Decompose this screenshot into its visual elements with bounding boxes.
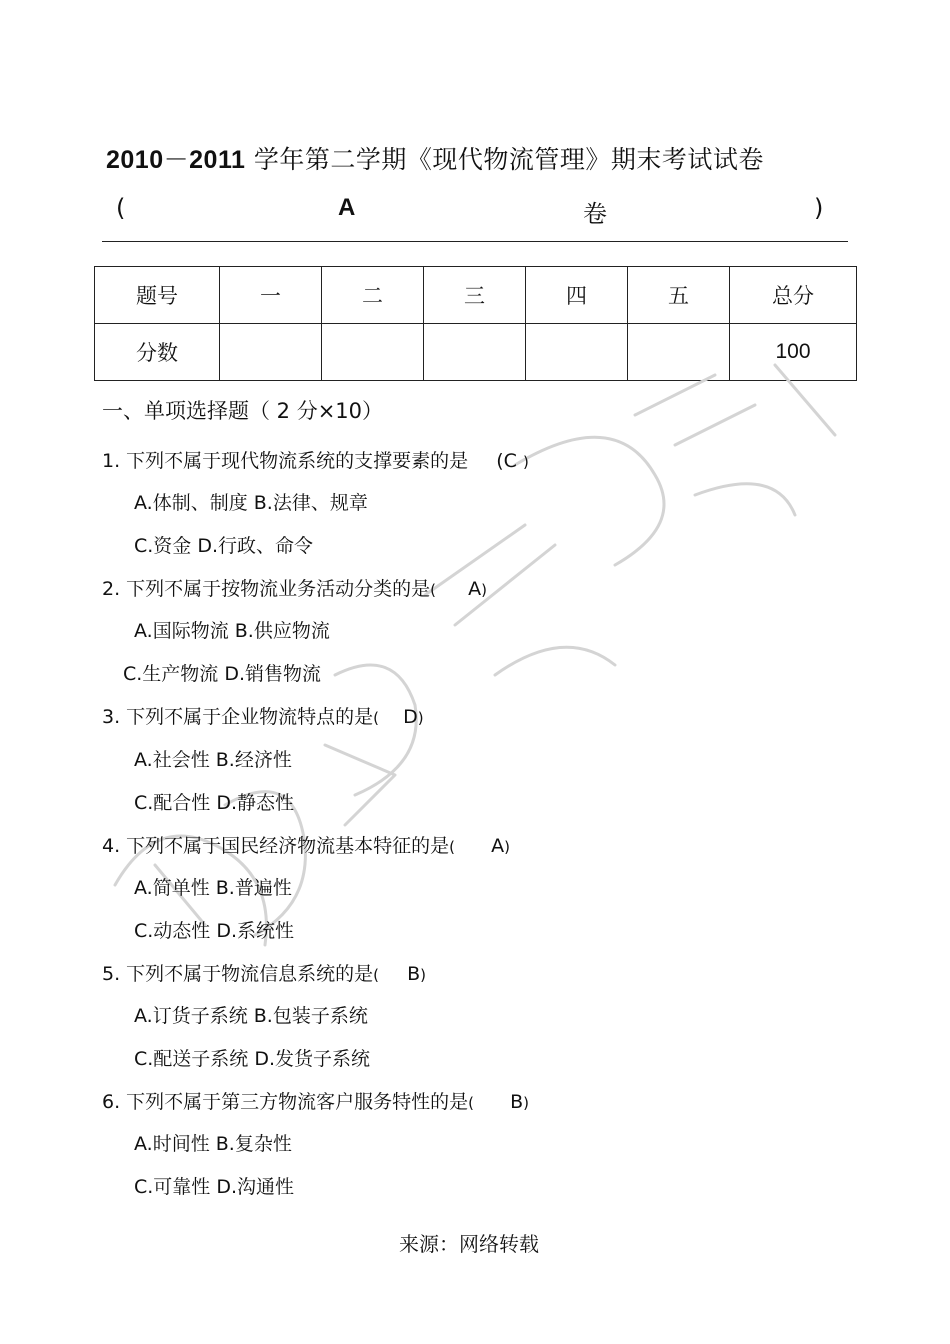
question-answer: B xyxy=(407,963,421,985)
score-row-label: 分数 xyxy=(95,324,220,381)
question-5-option-line-2: C.配送子系统 D.发货子系统 xyxy=(134,1048,371,1070)
subtitle-paren-open: ( xyxy=(116,194,126,222)
answer-paren-close: ) xyxy=(522,453,529,471)
question-4-option-line-2: C.动态性 D.系统性 xyxy=(134,920,295,942)
section-1-title: 一、单项选择题（ 2 分×10） xyxy=(102,399,384,423)
subtitle-paren-close: ) xyxy=(814,194,824,222)
title-dash: － xyxy=(163,145,190,174)
question-stem: 1. 下列不属于现代物流系统的支撑要素的是 xyxy=(102,450,469,472)
question-answer: A xyxy=(468,578,482,600)
title-text: 学年第二学期《现代物流管理》期末考试试卷 xyxy=(245,145,764,174)
title-divider xyxy=(102,241,848,242)
header-cell: 题号 xyxy=(95,267,220,324)
header-cell: 五 xyxy=(628,267,730,324)
title-year-end: 2011 xyxy=(189,146,246,174)
answer-paren-close: ) xyxy=(420,966,426,984)
question-stem: 5. 下列不属于物流信息系统的是 xyxy=(102,963,374,985)
question-6-option-line-1: A.时间性 B.复杂性 xyxy=(134,1133,292,1155)
header-cell: 二 xyxy=(322,267,424,324)
question-2-option-line-1: A.国际物流 B.供应物流 xyxy=(134,620,330,642)
watermark-graphic xyxy=(95,345,855,965)
header-cell: 总分 xyxy=(730,267,857,324)
question-2-option-line-2: C.生产物流 D.销售物流 xyxy=(123,663,322,685)
question-1-option-line-1: A.体制、制度 B.法律、规章 xyxy=(134,492,368,514)
question-5 xyxy=(102,959,426,986)
question-answer: B xyxy=(510,1091,524,1113)
answer-paren-close: ) xyxy=(523,1094,529,1112)
question-6 xyxy=(102,1087,529,1114)
score-cell xyxy=(424,324,526,381)
question-answer: D xyxy=(403,706,418,728)
answer-paren-open: ( xyxy=(430,581,437,599)
question-4-option-line-1: A.简单性 B.普遍性 xyxy=(134,877,292,899)
answer-paren-open: ( xyxy=(449,838,456,856)
question-3 xyxy=(102,702,424,729)
question-5-option-line-1: A.订货子系统 B.包装子系统 xyxy=(134,1005,368,1027)
score-table xyxy=(94,266,857,381)
answer-paren-close: ) xyxy=(504,838,510,856)
answer-paren-open: ( xyxy=(373,966,380,984)
header-cell: 一 xyxy=(220,267,322,324)
title-year-start: 2010 xyxy=(106,146,164,174)
total-score-cell: 100 xyxy=(730,324,857,381)
score-cell xyxy=(628,324,730,381)
answer-paren-close: ) xyxy=(417,709,424,727)
subtitle-paper-letter: A xyxy=(338,194,356,221)
score-table-header-row xyxy=(95,267,857,324)
question-4 xyxy=(102,831,510,858)
question-stem: 6. 下列不属于第三方物流客户服务特性的是 xyxy=(102,1091,469,1113)
question-stem: 3. 下列不属于企业物流特点的是 xyxy=(102,706,374,728)
question-3-option-line-2: C.配合性 D.静态性 xyxy=(134,792,295,814)
question-stem: 4. 下列不属于国民经济物流基本特征的是 xyxy=(102,835,450,857)
source-footer: 来源：网络转载 xyxy=(399,1232,539,1256)
score-cell xyxy=(322,324,424,381)
answer-paren-close: ) xyxy=(481,581,487,599)
answer-paren-open: ( xyxy=(468,1094,475,1112)
exam-title xyxy=(106,140,764,176)
header-cell: 四 xyxy=(526,267,628,324)
score-table-score-row xyxy=(95,324,857,381)
subtitle-label: 卷 xyxy=(583,200,607,228)
question-answer: (C xyxy=(496,450,517,472)
answer-paren-open: ( xyxy=(373,709,380,727)
question-stem: 2. 下列不属于按物流业务活动分类的是 xyxy=(102,578,431,600)
question-1-option-line-2: C.资金 D.行政、命令 xyxy=(134,535,314,557)
score-cell xyxy=(220,324,322,381)
question-3-option-line-1: A.社会性 B.经济性 xyxy=(134,749,292,771)
question-1 xyxy=(102,446,529,473)
header-cell: 三 xyxy=(424,267,526,324)
question-2 xyxy=(102,574,487,601)
score-cell xyxy=(526,324,628,381)
question-answer: A xyxy=(491,835,505,857)
question-6-option-line-2: C.可靠性 D.沟通性 xyxy=(134,1176,295,1198)
